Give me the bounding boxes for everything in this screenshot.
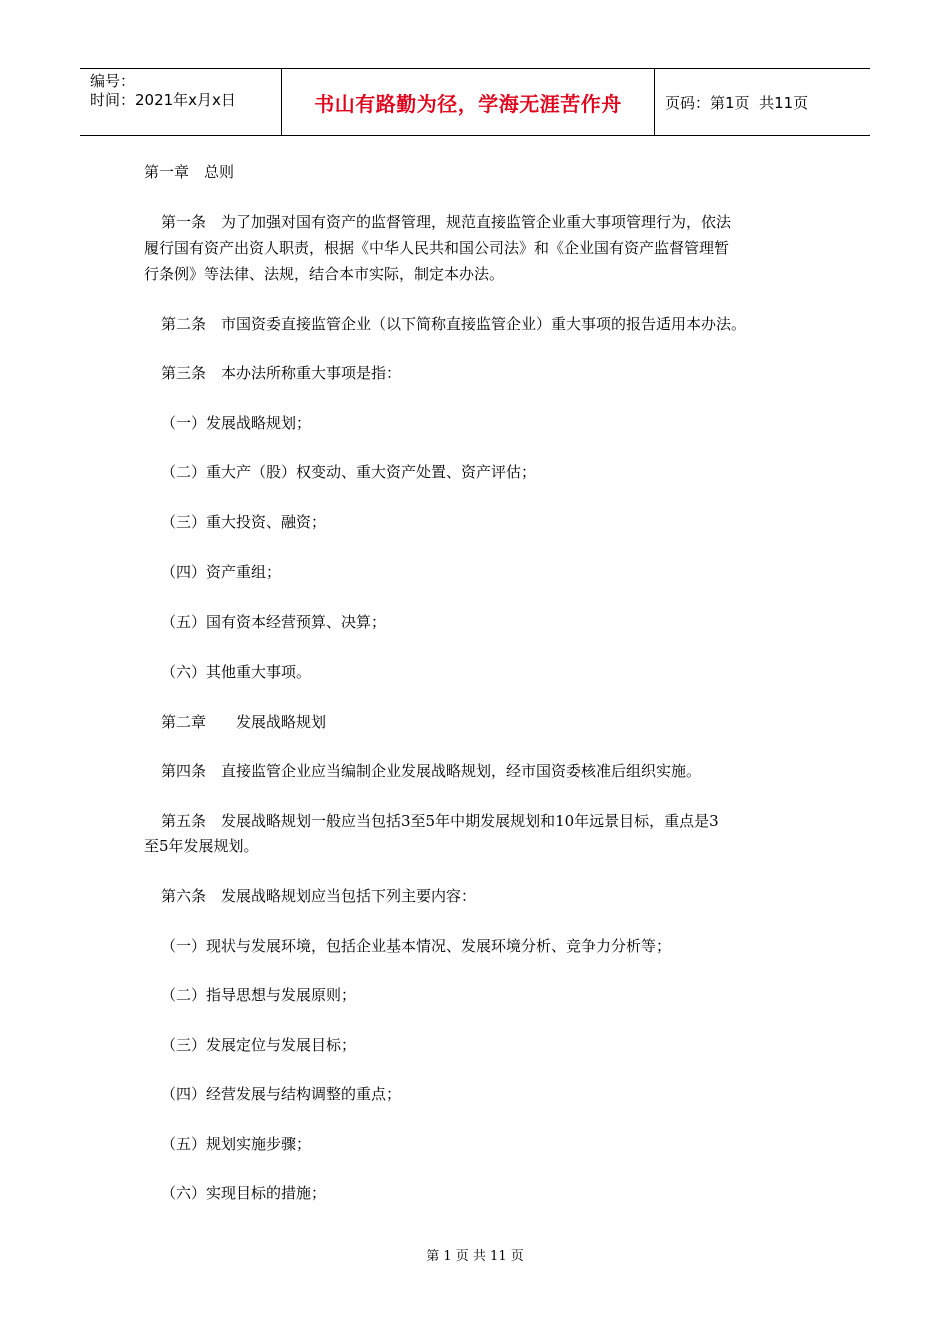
article-6: 第六条 发展战略规划应当包括下列主要内容： [161,887,477,905]
article-4: 第四条 直接监管企业应当编制企业发展战略规划，经市国资委核准后组织实施。 [161,762,702,780]
header-meta-cell [80,69,282,135]
article-5-line-1: 第五条 发展战略规划一般应当包括3至5年中期发展规划和10年远景目标，重点是3 [161,812,719,830]
list-item: （六）实现目标的措施； [161,1184,327,1202]
chapter-heading: 第一章 总则 [144,163,235,181]
list-item: （三）发展定位与发展目标； [161,1036,357,1054]
list-item: （二）指导思想与发展原则； [161,986,357,1004]
list-item: （一）发展战略规划； [161,414,312,432]
header-table [80,68,870,136]
chapter-heading: 第二章 发展战略规划 [161,713,327,731]
header-page-info: 页码：第1页 共11页 [665,93,809,112]
article-5-line-2: 至5年发展规划。 [144,837,259,855]
header-motto: 书山有路勤为径，学海无涯苦作舟 [282,69,655,135]
list-item: （二）重大产（股）权变动、重大资产处置、资产评估； [161,463,537,481]
article-1-line-2: 履行国有资产出资人职责，根据《中华人民共和国公司法》和《企业国有资产监督管理暂 [144,239,730,257]
article-1-line-1: 第一条 为了加强对国有资产的监督管理，规范直接监管企业重大事项管理行为，依法 [161,213,732,231]
list-item: （四）资产重组； [161,563,282,581]
page-footer: 第 1 页 共 11 页 [426,1249,524,1264]
date-label: 时间：2021年x月x日 [90,91,236,109]
list-item: （五）规划实施步骤； [161,1135,312,1153]
list-item: （四）经营发展与结构调整的重点； [161,1085,402,1103]
article-2: 第二条 市国资委直接监管企业（以下简称直接监管企业）重大事项的报告适用本办法。 [161,315,747,333]
article-3: 第三条 本办法所称重大事项是指： [161,364,402,382]
list-item: （一）现状与发展环境，包括企业基本情况、发展环境分析、竞争力分析等； [161,937,672,955]
header-page-info-cell [655,69,870,135]
list-item: （三）重大投资、融资； [161,513,327,531]
list-item: （六）其他重大事项。 [161,663,312,681]
code-label: 编号： [90,72,136,90]
article-1-line-3: 行条例》等法律、法规，结合本市实际，制定本办法。 [144,265,505,283]
list-item: （五）国有资本经营预算、决算； [161,613,387,631]
